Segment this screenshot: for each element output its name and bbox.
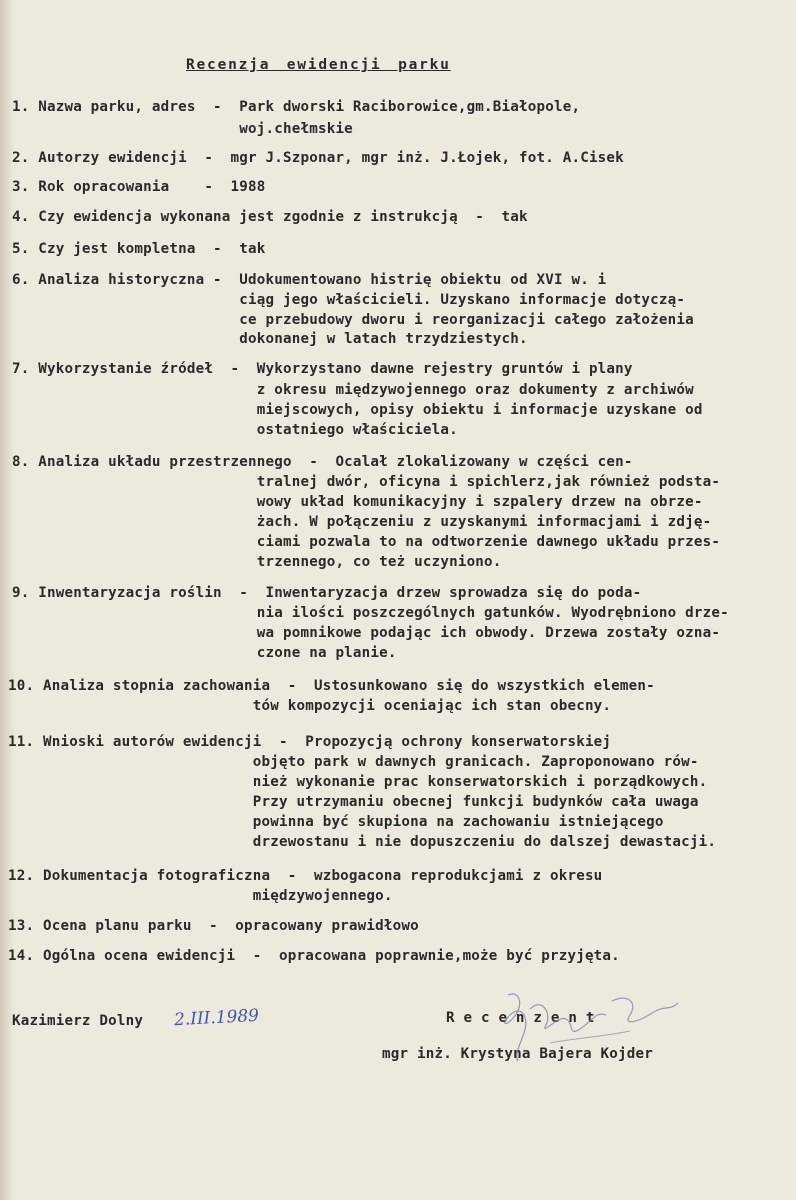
line-7-3: miejscowych, opisy obiektu i informacje uzyskane od: [12, 402, 703, 418]
line-3-1: 3. Rok opracowania - 1988: [12, 179, 266, 195]
document-title: Recenzja ewidencji parku: [186, 57, 451, 73]
handwritten-date: 2.III.1989: [173, 1005, 260, 1031]
line-4-1: 4. Czy ewidencja wykonana jest zgodnie z instrukcją - tak: [12, 209, 528, 225]
line-7-4: ostatniego właściciela.: [12, 422, 458, 438]
line-1-2: woj.chełmskie: [12, 121, 353, 137]
line-7-2: z okresu międzywojennego oraz dokumenty z archiwów: [12, 382, 694, 398]
line-9-4: czone na planie.: [12, 645, 397, 661]
line-5-1: 5. Czy jest kompletna - tak: [12, 241, 266, 257]
line-7-1: 7. Wykorzystanie źródeł - Wykorzystano dawne rejestry gruntów i plany: [12, 361, 633, 377]
line-8-5: ciami pozwala to na odtworzenie dawnego układu przes-: [12, 534, 721, 550]
line-9-3: wa pomnikowe podając ich obwody. Drzewa zostały ozna-: [12, 625, 721, 641]
handwritten-signature: [480, 985, 690, 1065]
line-11-5: powinna być skupiona na zachowaniu istniejącego: [8, 814, 664, 830]
line-11-4: Przy utrzymaniu obecnej funkcji budynków cała uwaga: [8, 794, 699, 810]
line-11-2: objęto park w dawnych granicach. Zaproponowano rów-: [8, 754, 699, 770]
line-12-2: międzywojennego.: [8, 888, 393, 904]
line-14-1: 14. Ogólna ocena ewidencji - opracowana poprawnie,może być przyjęta.: [8, 948, 620, 964]
line-13-1: 13. Ocena planu parku - opracowany prawidłowo: [8, 918, 419, 934]
line-11-1: 11. Wnioski autorów ewidencji - Propozycją ochrony konserwatorskiej: [8, 734, 612, 750]
line-2-1: 2. Autorzy ewidencji - mgr J.Szponar, mgr inż. J.Łojek, fot. A.Cisek: [12, 150, 624, 166]
line-6-2: ciąg jego właścicieli. Uzyskano informacje dotyczą-: [12, 292, 686, 308]
line-9-1: 9. Inwentaryzacja roślin - Inwentaryzacja drzew sprowadza się do poda-: [12, 585, 642, 601]
line-9-2: nia ilości poszczególnych gatunków. Wyodrębniono drze-: [12, 605, 729, 621]
line-6-1: 6. Analiza historyczna - Udokumentowano histrię obiektu od XVI w. i: [12, 272, 607, 288]
reviewer-name: mgr inż. Krystyna Bajera Kojder: [382, 1046, 653, 1062]
line-8-3: wowy układ komunikacyjny i szpalery drzew na obrze-: [12, 494, 703, 510]
line-12-1: 12. Dokumentacja fotograficzna - wzbogacona reprodukcjami z okresu: [8, 868, 603, 884]
line-8-2: tralnej dwór, oficyna i spichlerz,jak również podsta-: [12, 474, 721, 490]
place-name: Kazimierz Dolny: [12, 1013, 144, 1029]
line-11-3: nież wykonanie prac konserwatorskich i porządkowych.: [8, 774, 708, 790]
line-10-1: 10. Analiza stopnia zachowania - Ustosunkowano się do wszystkich elemen-: [8, 678, 655, 694]
line-8-6: trzennego, co też uczyniono.: [12, 554, 502, 570]
line-10-2: tów kompozycji oceniając ich stan obecny.: [8, 698, 612, 714]
reviewer-label: R e c e n z e n t: [446, 1010, 595, 1026]
line-6-4: dokonanej w latach trzydziestych.: [12, 331, 528, 347]
line-8-1: 8. Analiza układu przestrzennego - Ocalał zlokalizowany w części cen-: [12, 454, 633, 470]
line-8-4: żach. W połączeniu z uzyskanymi informacjami i zdję-: [12, 514, 712, 530]
line-1-1: 1. Nazwa parku, adres - Park dworski Raciborowice,gm.Białopole,: [12, 99, 581, 115]
line-6-3: ce przebudowy dworu i reorganizacji całego założenia: [12, 312, 694, 328]
line-11-6: drzewostanu i nie dopuszczeniu do dalszej dewastacji.: [8, 834, 717, 850]
